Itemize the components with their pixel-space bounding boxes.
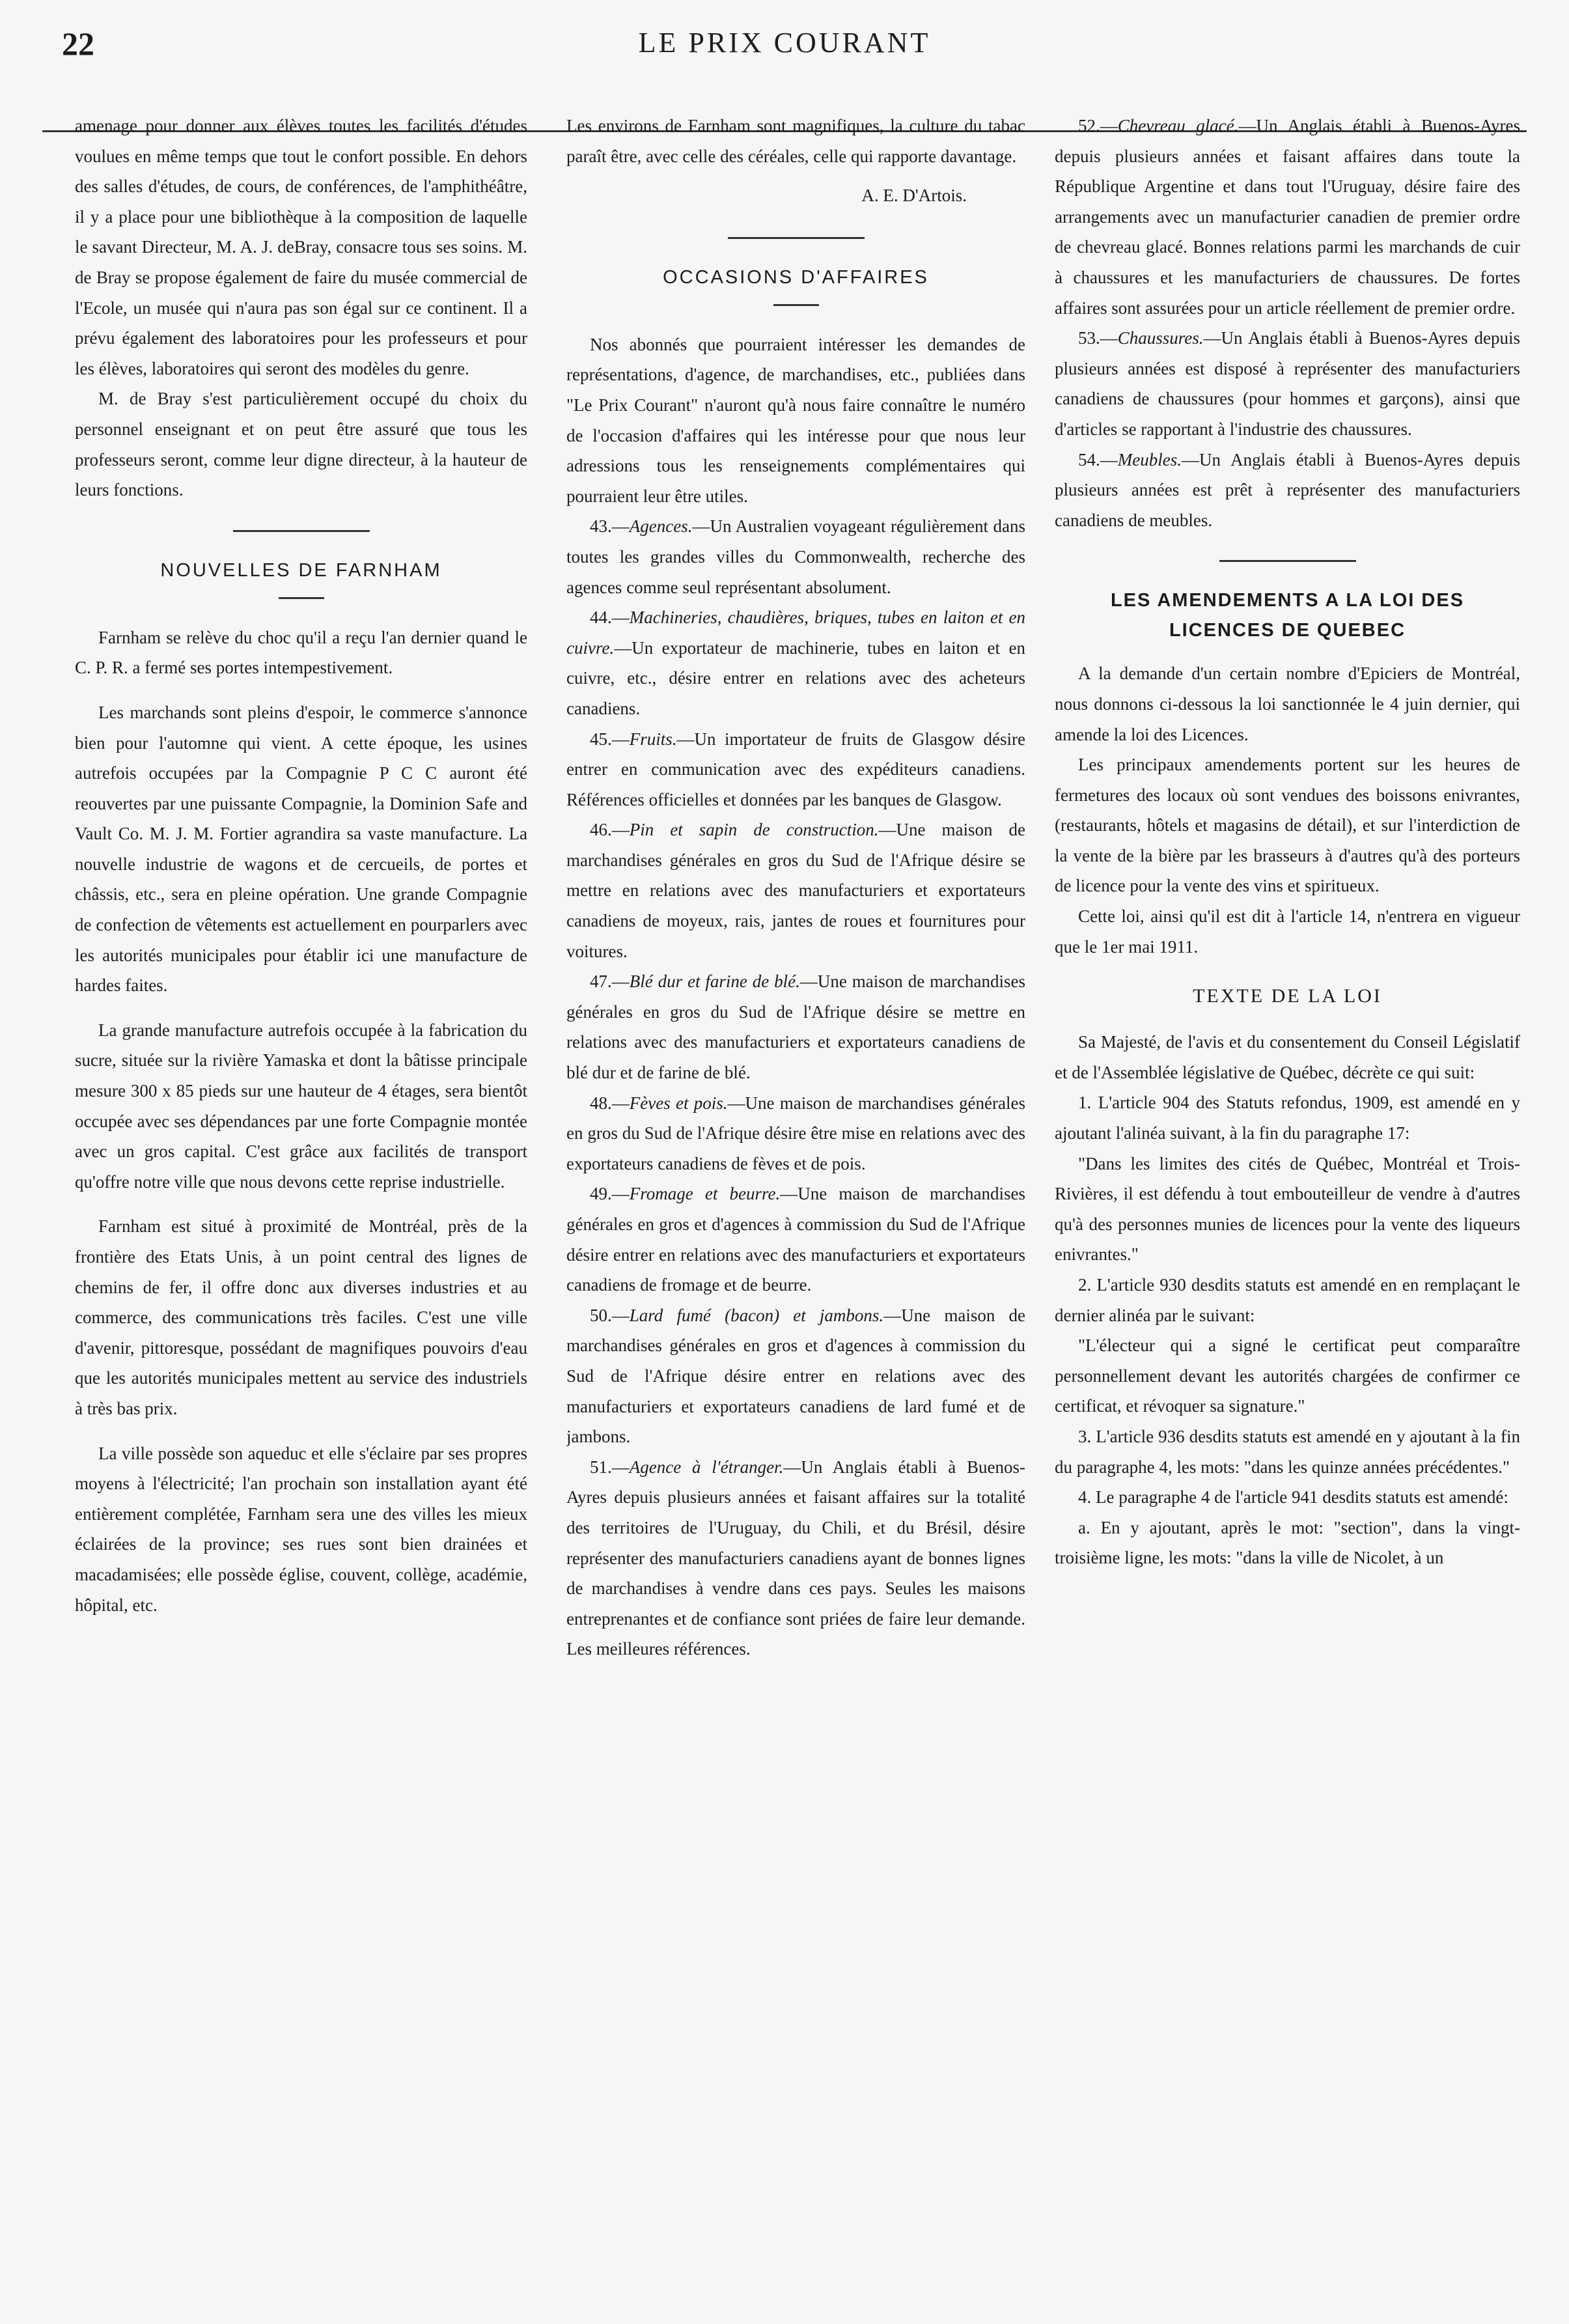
paragraph: 1. L'article 904 des Statuts refondus, 1909, est amendé en y ajoutant l'alinéa suivant, à la fin du paragraphe 17: — [1055, 1093, 1520, 1143]
item-text: —Une maison de marchandises générales en gros du Sud de l'Afrique désire se mettre en relations avec des manufacturiers et exportateurs canadiens de moyeux, rais, jantes de roues et fournitures pour voitures. — [566, 820, 1025, 961]
paragraph: Les environs de Farnham sont magnifiques, la culture du tabac paraît être, avec celle des céréales, celle qui rapporte davantage. — [566, 116, 1025, 166]
item-number: 51.— — [590, 1457, 630, 1477]
page-number: 22 — [62, 25, 94, 62]
item-number: 54.— — [1078, 449, 1118, 469]
heading-rule — [773, 304, 819, 306]
item-title: Agence à l'étranger. — [629, 1457, 784, 1477]
intro-paragraph: Nos abonnés que pourraient intéresser les demandes de représentations, d'agence, de marchandises, etc., publiées dans "Le Prix Courant" n'auront qu'à nous faire connaître le numéro de l'occasion d'affaires qui les intéresse pour que nous leur adressions tous les renseignements complémentaires qui pourraient leur être utiles. — [566, 334, 1025, 506]
item-text: —Une maison de marchandises générales en gros du Sud de l'Afrique désire être mise en relations avec des exportateurs canadiens de fèves et de pois. — [566, 1093, 1025, 1173]
paragraph: A la demande d'un certain nombre d'Epiciers de Montréal, nous donnons ci-dessous la loi sanctionnée le 4 juin dernier, qui amende la loi des Licences. — [1055, 664, 1520, 744]
opportunity-item — [566, 511, 1025, 602]
item-title: Blé dur et farine de blé. — [629, 972, 800, 992]
author-signature: A. E. D'Artois. — [861, 186, 967, 206]
paragraph: amenage pour donner aux élèves toutes les facilités d'études voulues en même temps que tout le confort possible. En dehors des salles d'études, de cours, de conférences, de l'amphithéâtre, il y a place pour une bibliothèque à la composition de laquelle le savant Directeur, M. A. J. deBray, consacre tous ses soins. M. de Bray se propose également de faire du musée commercial de l'Ecole, un musée qui n'aura pas son égal sur ce continent. Il a prévu également des laboratoires pour les professeurs et pour les élèves, laboratoires qui seront des modèles du genre. — [75, 116, 527, 378]
paragraph: Farnham se relève du choc qu'il a reçu l'an dernier quand le C. P. R. a fermé ses portes intempestivement. — [75, 627, 527, 678]
paragraph: 4. Le paragraphe 4 de l'article 941 desdits statuts est amendé: — [1078, 1487, 1508, 1507]
item-title: Machineries, chaudières, briques, tubes en laiton et en cuivre. — [566, 608, 1025, 658]
opportunity-item — [566, 815, 1025, 966]
item-number: 44.— — [590, 608, 630, 628]
section-divider — [233, 530, 370, 532]
paragraph: Cette loi, ainsi qu'il est dit à l'article 14, n'entrera en vigueur que le 1er mai 1911. — [1055, 906, 1520, 957]
section-heading-farnham: NOUVELLES DE FARNHAM — [160, 559, 442, 581]
opportunity-item — [566, 1088, 1025, 1179]
section-heading-amendements: LES AMENDEMENTS A LA LOI DES LICENCES DE QUEBEC — [1110, 590, 1465, 641]
item-title: Lard fumé (bacon) et jambons. — [629, 1305, 884, 1325]
item-title: Fruits. — [629, 729, 677, 749]
opportunity-item — [566, 966, 1025, 1087]
item-title: Pin et sapin de construction. — [629, 820, 879, 840]
item-text: —Un Anglais établi à Buenos-Ayres depuis plusieurs années et faisant affaires dans toute la République Argentine et dans tout l'Uruguay, désire faire des arrangements avec un manufacturier canadien de premier ordre de chevreau glacé. Bonnes relations parmi les marchands de cuir à chaussures et les manufacturiers de chaussures. De fortes affaires sont assurées pour un article réellement de premier ordre. — [1055, 116, 1520, 318]
section-divider — [1219, 560, 1356, 562]
item-text: —Une maison de marchandises générales en gros et d'agences à commission du Sud de l'Afrique désire entrer en relations avec des manufacturiers et exportateurs canadiens de lard fumé et de jambons. — [566, 1305, 1025, 1447]
item-number: 46.— — [590, 820, 630, 840]
opportunity-item — [566, 602, 1025, 723]
section-divider — [728, 237, 865, 239]
paragraph: 3. L'article 936 desdits statuts est amendé en y ajoutant à la fin du paragraphe 4, les mots: "dans les quinze années précédentes." — [1055, 1426, 1520, 1477]
paragraph: M. de Bray s'est particulièrement occupé du choix du personnel enseignant et on peut être assuré que tous les professeurs seront, comme leur digne directeur, à la hauteur de leurs fonctions. — [75, 389, 527, 500]
item-number: 48.— — [590, 1093, 630, 1113]
column-1 — [75, 111, 527, 2318]
item-title: Chevreau glacé. — [1117, 116, 1239, 135]
item-number: 49.— — [590, 1184, 630, 1204]
paragraph: La grande manufacture autrefois occupée à la fabrication du sucre, située sur la rivière Yamaska et dont la bâtisse principale mesure 300 x 85 pieds sur une hauteur de 4 étages, sera bientôt occupée avec ses dépendances par une forte Compagnie montée avec un gros capital. C'est grâce aux facilités de transport qu'offre notre ville que nous devons cette reprise industrielle. — [75, 1020, 527, 1192]
column-3 — [1055, 111, 1520, 2318]
item-text: —Un Anglais établi à Buenos-Ayres depuis plusieurs années est disposé à représenter des manufacturiers canadiens de chaussures (pour hommes et garçons), ainsi que d'articles se rapportant à l'industrie des chaussures. — [1055, 328, 1520, 439]
paragraph: La ville possède son aqueduc et elle s'éclaire par ses propres moyens à l'électricité; l'an prochain son installation ayant été entièrement complétée, Farnham sera une des villes les mieux éclairées de la province; ses rues sont bien drainées et macadamisées; elle possède église, couvent, collège, académie, hôpital, etc. — [75, 1443, 527, 1615]
paragraph: Les principaux amendements portent sur les heures de fermetures des locaux où sont vendues des boissons enivrantes, (restaurants, hôtels et magasins de détail), et sur l'interdiction de la vente de la bière par les brasseurs à d'autres qu'à des porteurs de licence pour la vente des vins et spiritueux. — [1055, 755, 1520, 896]
item-number: 43.— — [590, 516, 630, 537]
paragraph: Sa Majesté, de l'avis et du consentement du Conseil Législatif et de l'Assemblée législative de Québec, décrète ce qui suit: — [1055, 1032, 1520, 1082]
item-text: —Un Anglais établi à Buenos-Ayres depuis plusieurs années et faisant affaires sur la totalité des territoires de l'Uruguay, du Chili, et du Brésil, désire représenter des manufacturiers canadiens ayant de bonnes lignes de marchandises à vendre dans ces pays. Seules les maisons entreprenantes et de confiance sont priées de faire leur demande. Les meilleures références. — [566, 1457, 1025, 1659]
opportunity-item — [1055, 323, 1520, 444]
quoted-text: "Dans les limites des cités de Québec, Montréal et Trois-Rivières, il est défendu à tout embouteilleur de vendre à d'autres qu'à des personnes munies de licences pour la vente des liqueurs enivrantes." — [1055, 1153, 1520, 1265]
opportunity-item — [566, 724, 1025, 815]
item-title: Fromage et beurre. — [629, 1184, 781, 1204]
section-heading-occasions: OCCASIONS D'AFFAIRES — [663, 266, 929, 288]
item-title: Agences. — [629, 516, 693, 537]
opportunity-item — [566, 1452, 1025, 1664]
heading-rule — [279, 597, 324, 599]
item-title: Chaussures. — [1117, 328, 1204, 348]
item-text: —Un exportateur de machinerie, tubes en laiton et en cuivre, etc., désire entrer en relations avec des acheteurs canadiens. — [566, 637, 1025, 718]
item-title: Meubles. — [1117, 449, 1182, 469]
column-2 — [566, 111, 1025, 2318]
opportunity-item — [566, 1300, 1025, 1452]
paragraph: 2. L'article 930 desdits statuts est amendé en en remplaçant le dernier alinéa par le suivant: — [1055, 1275, 1520, 1325]
item-text: —Un Anglais établi à Buenos-Ayres depuis plusieurs années est prêt à représenter des manufacturiers canadiens de meubles. — [1055, 449, 1520, 530]
running-title: LE PRIX COURANT — [638, 27, 931, 59]
item-text: —Une maison de marchandises générales en gros du Sud de l'Afrique désire se mettre en relations avec des manufacturiers et exportateurs canadiens de blé dur et de farine de blé. — [566, 972, 1025, 1083]
item-title: Fèves et pois. — [629, 1093, 728, 1113]
item-text: —Un Australien voyageant régulièrement dans toutes les grandes villes du Commonwealth, recherche des agences comme seul représentant absolument. — [566, 516, 1025, 597]
paragraph: Farnham est situé à proximité de Montréal, près de la frontière des Etats Unis, à un point central des lignes de chemins de fer, il offre donc aux diverses industries et au commerce, des communications très faciles. C'est une ville d'avenir, pittoresque, possédant de magnifiques pouvoirs d'eau que les autorités municipales mettent au service des industriels à très bas prix. — [75, 1216, 527, 1418]
item-number: 45.— — [590, 729, 630, 749]
opportunity-item — [1055, 445, 1520, 536]
business-opportunities-list — [566, 511, 1025, 1664]
item-number: 47.— — [590, 972, 630, 992]
item-text: —Une maison de marchandises générales en gros et d'agences à commission du Sud de l'Afrique désire entrer en relations avec des manufacturiers et exportateurs canadiens de fromage et de beurre. — [566, 1184, 1025, 1295]
paragraph: Les marchands sont pleins d'espoir, le commerce s'annonce bien pour l'automne qui vient. A cette époque, les usines autrefois occupées par la Compagnie P C C auront été reouvertes par une puissante Compagnie, la Dominion Safe and Vault Co. M. J. M. Fortier agrandira sa vaste manufacture. La nouvelle industrie de wagons et de cercueils, de portes et châssis, etc., sera en pleine opération. Une grande Compagnie de confection de vêtements est actuellement en pourparlers avec les autorités municipales pour établir ici une manufacture de hardes faites. — [75, 702, 527, 996]
subheading-texte-loi: TEXTE DE LA LOI — [1193, 985, 1382, 1007]
quoted-text: "L'électeur qui a signé le certificat peut comparaître personnellement devant les autorités chargées de confirmer ce certificat, et révoquer sa signature." — [1055, 1336, 1520, 1416]
item-number: 52.— — [1078, 116, 1118, 135]
item-number: 50.— — [590, 1305, 630, 1325]
opportunity-item — [566, 1179, 1025, 1300]
business-opportunities-list-cont — [1055, 111, 1520, 535]
paragraph: a. En y ajoutant, après le mot: "section", dans la vingt-troisième ligne, les mots: "dans la ville de Nicolet, à un — [1055, 1517, 1520, 1568]
item-number: 53.— — [1078, 328, 1118, 348]
item-text: —Un importateur de fruits de Glasgow désire entrer en communication avec des expéditeurs canadiens. Références officielles et données par les banques de Glasgow. — [566, 729, 1025, 809]
opportunity-item — [1055, 111, 1520, 323]
